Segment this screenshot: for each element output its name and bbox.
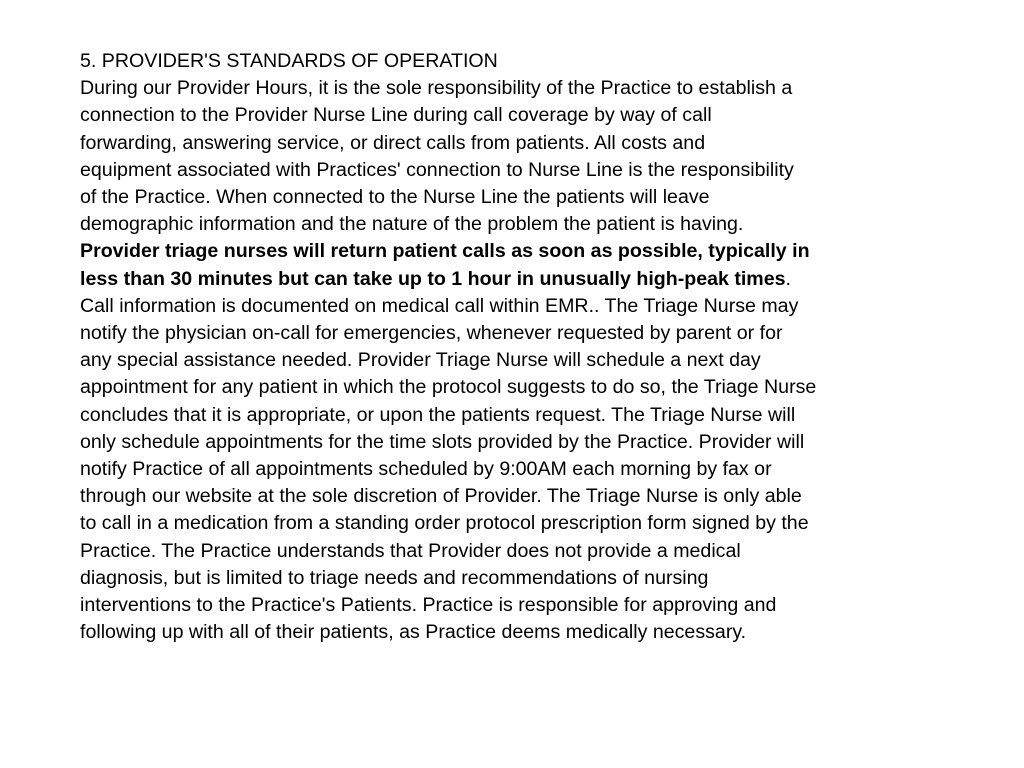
bold-emphasis-line-wrapper xyxy=(80,266,960,293)
paragraph-line: connection to the Provider Nurse Line during call coverage by way of call xyxy=(80,104,712,127)
paragraph-line: to call in a medication from a standing order protocol prescription form signed by the xyxy=(80,512,809,535)
document-body xyxy=(80,48,960,646)
paragraph-line: any special assistance needed. Provider Triage Nurse will schedule a next day xyxy=(80,349,761,372)
paragraph-line: diagnosis, but is limited to triage needs and recommendations of nursing xyxy=(80,566,709,589)
paragraph-line: demographic information and the nature of the problem the patient is having. xyxy=(80,213,744,236)
paragraph-line: Call information is documented on medical call within EMR.. The Triage Nurse may xyxy=(80,294,799,317)
sentence-period: . xyxy=(785,267,791,290)
paragraph-line: Practice. The Practice understands that Provider does not provide a medical xyxy=(80,539,741,562)
paragraph-line: During our Provider Hours, it is the sole responsibility of the Practice to establish a xyxy=(80,77,793,100)
paragraph-line: equipment associated with Practices' connection to Nurse Line is the responsibility xyxy=(80,158,794,181)
paragraph-line: concludes that it is appropriate, or upon the patients request. The Triage Nurse will xyxy=(80,403,796,426)
paragraph-line: notify the physician on-call for emergencies, whenever requested by parent or for xyxy=(80,322,783,345)
paragraph-line: through our website at the sole discretion of Provider. The Triage Nurse is only able xyxy=(80,485,802,508)
paragraph-line: notify Practice of all appointments scheduled by 9:00AM each morning by fax or xyxy=(80,458,772,481)
paragraph-line: forwarding, answering service, or direct calls from patients. All costs and xyxy=(80,131,706,154)
bold-emphasis-text: less than 30 minutes but can take up to 1 hour in unusually high-peak times xyxy=(80,267,786,290)
paragraph-line: of the Practice. When connected to the Nurse Line the patients will leave xyxy=(80,186,710,209)
paragraph-line: only schedule appointments for the time slots provided by the Practice. Provider will xyxy=(80,430,805,453)
paragraph-line: appointment for any patient in which the protocol suggests to do so, the Triage Nurse xyxy=(80,376,817,399)
paragraph-line: following up with all of their patients, as Practice deems medically necessary. xyxy=(80,621,747,644)
paragraph-line: interventions to the Practice's Patients. Practice is responsible for approving and xyxy=(80,594,777,617)
section-heading: 5. PROVIDER'S STANDARDS OF OPERATION xyxy=(80,50,498,72)
bold-emphasis-line: Provider triage nurses will return patient calls as soon as possible, typically in xyxy=(80,240,810,263)
